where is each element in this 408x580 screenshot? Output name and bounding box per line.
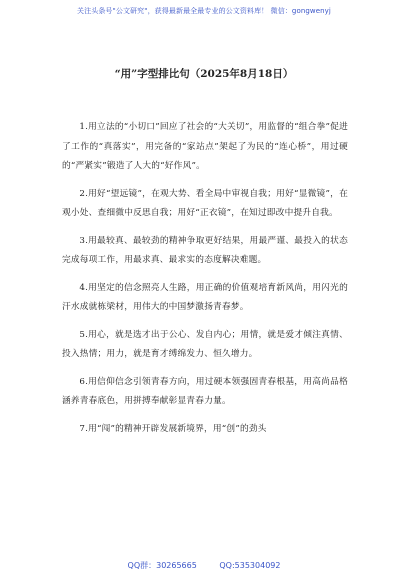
footer-qq-contact[interactable]: QQ:535304092 (219, 561, 281, 570)
paragraph-3: 3.用最较真、最较劲的精神争取更好结果，用最严谨、最投入的状态完成每项工作，用最求真、最求实的态度解决难题。 (62, 235, 348, 265)
header-notice-link[interactable]: 关注头条号"公文研究"，获得最新最全最专业的公文资料库！ 微信：gongwenyj (77, 7, 331, 15)
footer-qq-group[interactable]: QQ群：30265665 (127, 561, 197, 570)
paragraph-5: 5.用心，就是选才出于公心、发自内心；用情，就是爱才倾注真情、投入热情；用力，就是育才缚绵发力、恒久增力。 (62, 329, 348, 359)
paragraph-2: 2.用好“望远镜”，在观大势、看全局中审视自我；用好“显微镜”，在观小处、查细微中反思自我；用好“正衣镜”，在知过即改中提升自我。 (62, 188, 348, 218)
paragraph-7: 7.用“闯”的精神开辟发展新境界，用“创”的劲头 (79, 423, 267, 434)
paragraph-6: 6.用信仰信念引领青春方向，用过硬本领强固青春根基，用高尚品格涵养青春底色，用拼搏奉献彰显青春力量。 (62, 376, 348, 406)
paragraph-1: 1.用立法的“小切口”回应了社会的“大关切”，用监督的“组合拳”促进了工作的“真落实”，用完备的“家站点”架起了为民的“连心桥”，用过硬的“严紧实”锻造了人大的“好作风”。 (62, 122, 348, 171)
paragraph-4: 4.用坚定的信念照亮人生路，用正确的价值观培育新风尚，用闪光的汗水成就栋梁材，用伟大的中国梦激扬青春梦。 (62, 282, 348, 312)
document-body (62, 118, 348, 447)
footer-contact (0, 560, 408, 571)
document-title: “用”字型排比句（2025年8月18日） (114, 68, 294, 80)
